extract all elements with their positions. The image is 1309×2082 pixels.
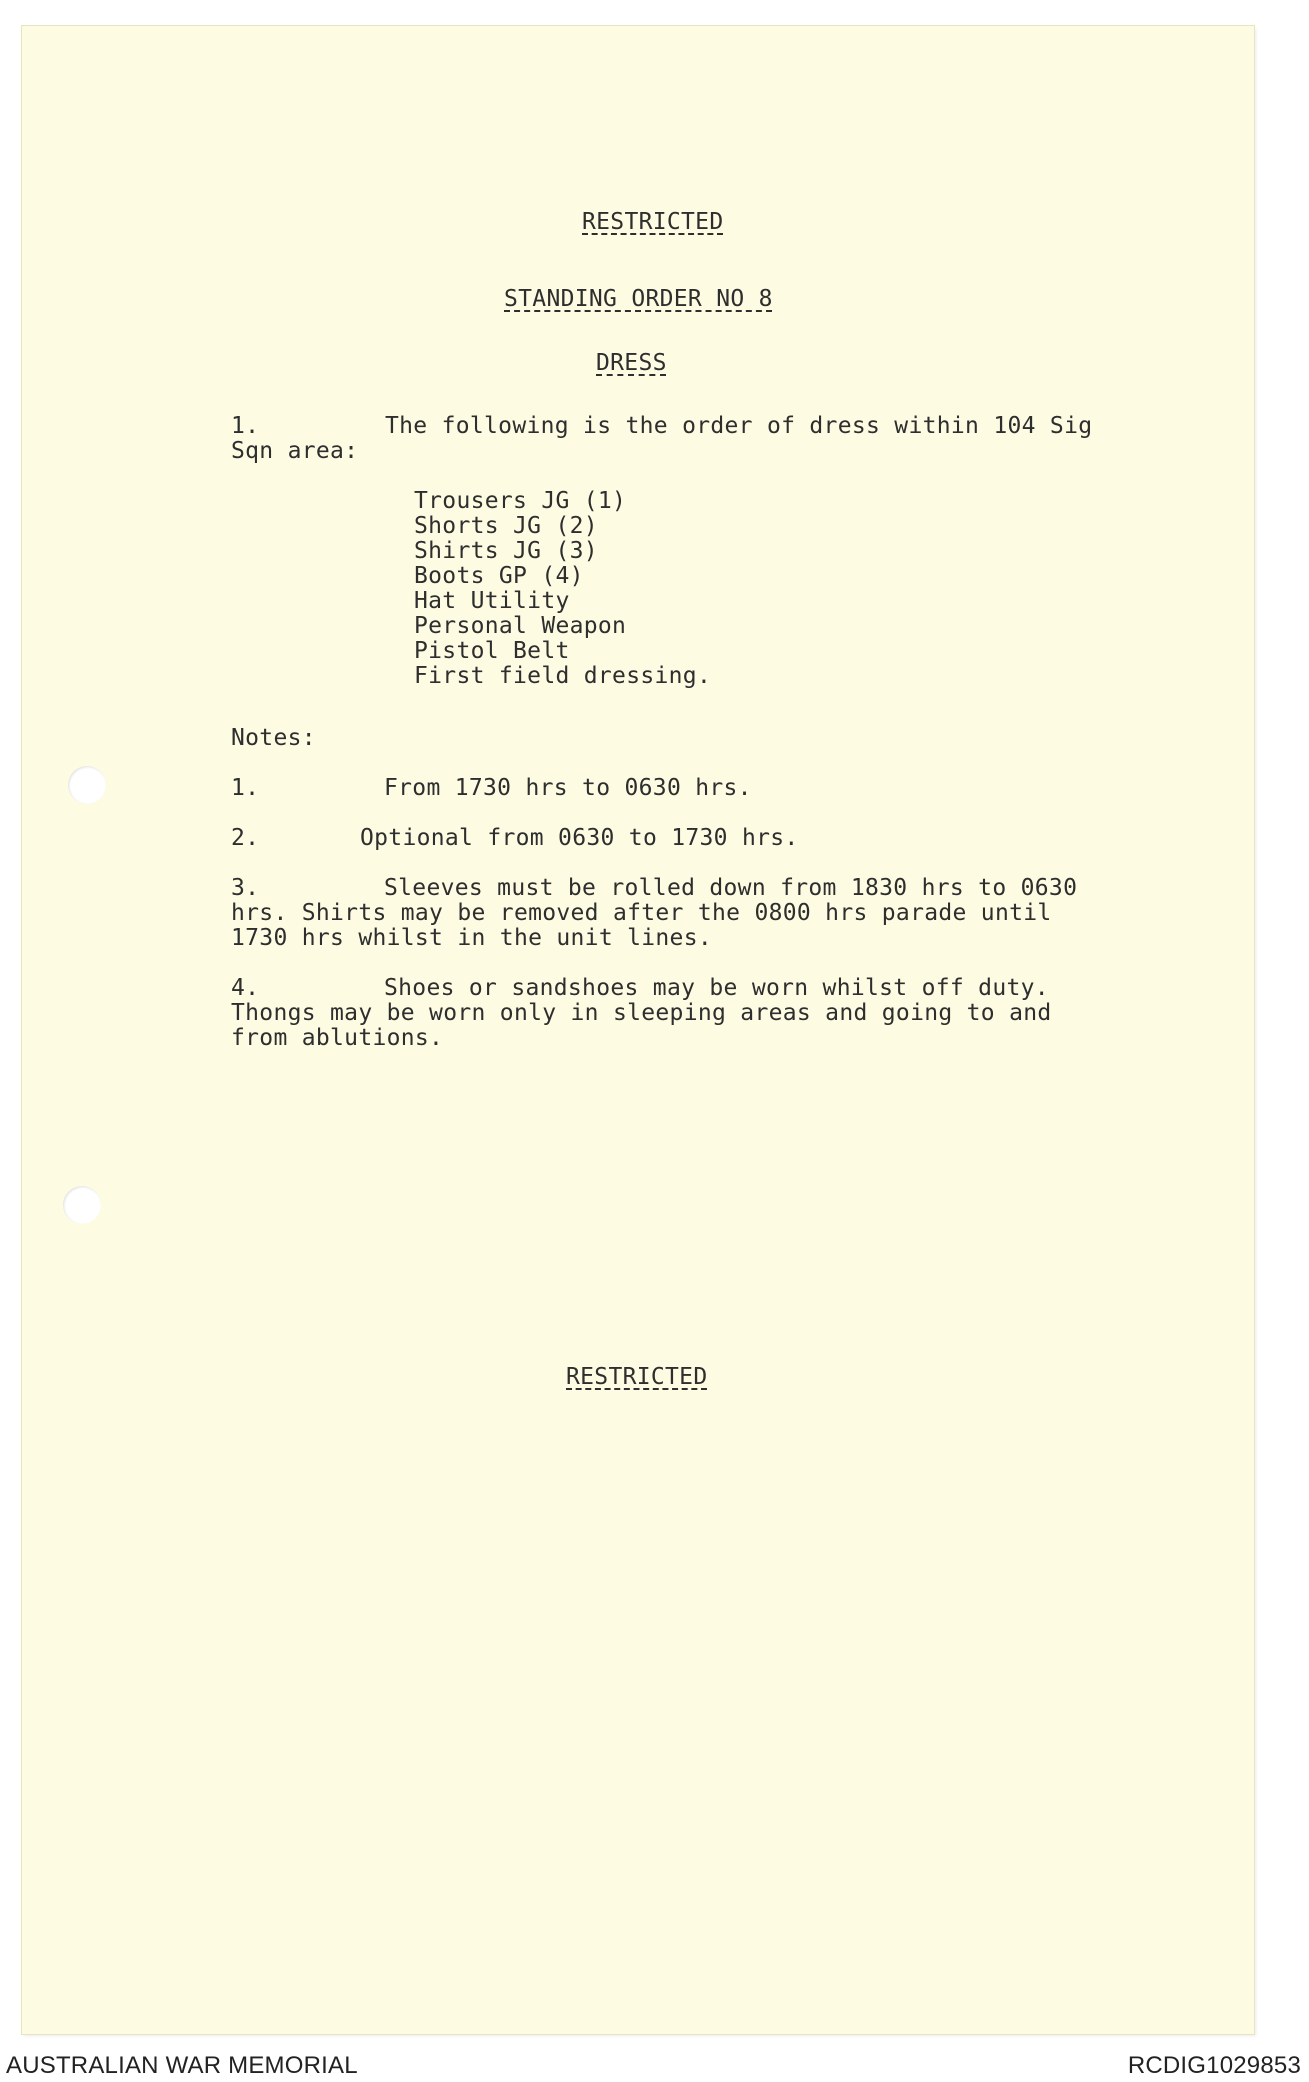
note-number: 2. [231,825,260,851]
punch-hole-top [68,766,106,804]
archive-id-label: RCDIG1029853 [1127,2052,1301,2079]
note-number: 3. [231,875,260,901]
document-title: STANDING ORDER NO 8 [504,286,773,312]
note-text: from ablutions. [231,1025,444,1051]
dress-item: Shorts JG (2) [414,513,598,539]
dress-item: Hat Utility [414,588,570,614]
document-page [22,26,1254,2034]
dress-item: Boots GP (4) [414,563,584,589]
para1-line2: Sqn area: [231,438,359,464]
punch-hole-bottom [63,1186,101,1224]
note-text: Optional from 0630 to 1730 hrs. [360,825,799,851]
note-text: Sleeves must be rolled down from 1830 hrs to 0630 [384,875,1078,901]
dress-item: Pistol Belt [414,638,570,664]
archive-source-label: AUSTRALIAN WAR MEMORIAL [6,2052,358,2079]
dress-item: First field dressing. [414,663,712,689]
dress-item: Shirts JG (3) [414,538,598,564]
dress-item: Trousers JG (1) [414,488,627,514]
note-number: 1. [231,775,260,801]
dress-item: Personal Weapon [414,613,627,639]
notes-label: Notes: [231,725,316,751]
note-text: From 1730 hrs to 0630 hrs. [384,775,752,801]
header-security-marking: RESTRICTED [582,209,724,235]
note-text: 1730 hrs whilst in the unit lines. [231,925,713,951]
document-subtitle: DRESS [596,350,667,376]
para1-line1: The following is the order of dress within 104 Sig [385,413,1093,439]
note-text: Shoes or sandshoes may be worn whilst off duty. [384,975,1049,1001]
para1-number: 1. [231,413,260,439]
note-text: Thongs may be worn only in sleeping areas and going to and [231,1000,1052,1026]
note-number: 4. [231,975,260,1001]
note-text: hrs. Shirts may be removed after the 0800 hrs parade until [231,900,1052,926]
footer-security-marking: RESTRICTED [566,1364,708,1390]
